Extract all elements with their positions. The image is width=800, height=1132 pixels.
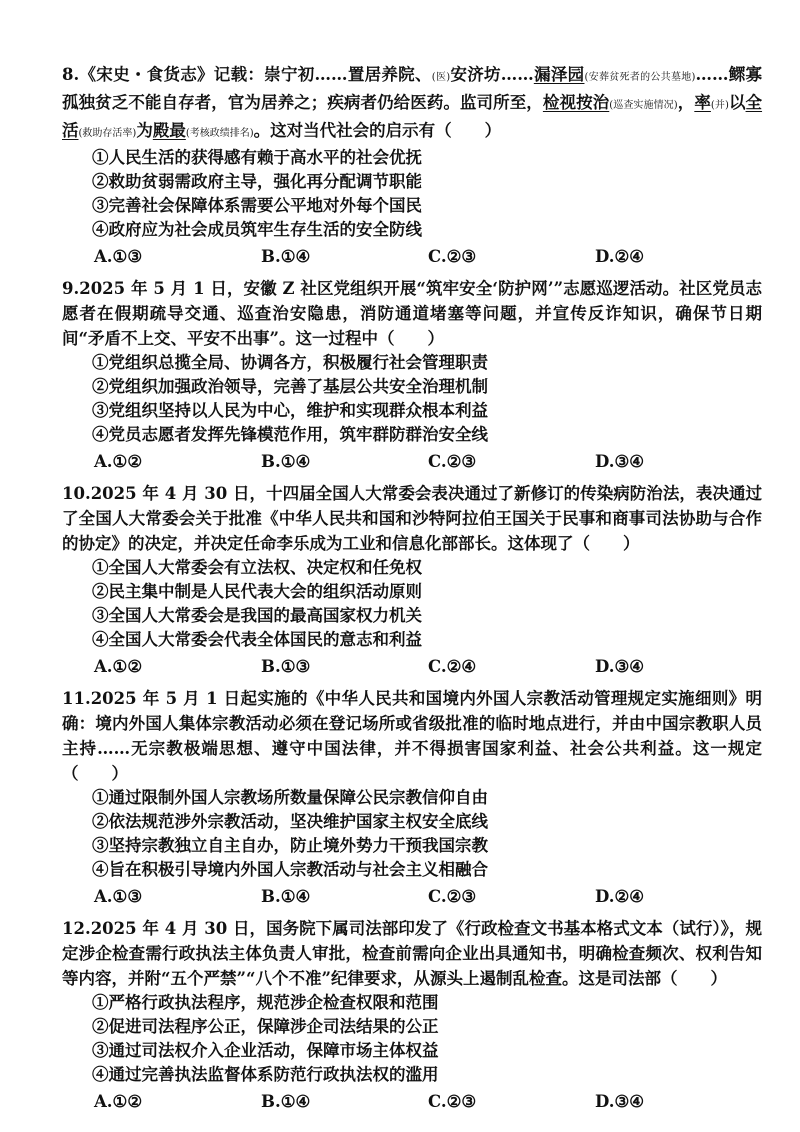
question-9: [62, 276, 762, 475]
choice-a: A.①③: [94, 887, 143, 906]
choice-b: B.①④: [261, 247, 311, 266]
option-statement-2: ②依法规范涉外宗教活动，坚决维护国家主权安全底线: [92, 812, 488, 831]
option-statement-1: ①全国人大常委会有立法权、决定权和任免权: [92, 558, 422, 577]
question-12-stem: 12.2025 年 4 月 30 日，国务院下属司法部印发了《行政检查文书基本格式文本（试行）》，规定涉企检查需行政执法主体负责人审批，检查前需向企业出具通知书，明确检查频次、权利告知等内容，并附“五个严禁”“八个不准”纪律要求，从源头上遏制乱检查。这是司法部（ ）: [62, 919, 762, 988]
q8-underlined-term: 全活: [62, 93, 763, 140]
question-9-options: [62, 351, 762, 447]
option-statement-2: ②党组织加强政治领导，完善了基层公共安全治理机制: [92, 377, 488, 396]
option-statement-4: ④旨在积极引导境内外国人宗教活动与社会主义相融合: [92, 860, 488, 879]
q8-annotation: (并): [710, 100, 729, 111]
option-statement-2: ②救助贫弱需政府主导，强化再分配调节职能: [92, 172, 422, 191]
q8-annotation: (安葬贫死者的公共墓地): [584, 72, 696, 83]
option-statement-2: ②民主集中制是人民代表大会的组织活动原则: [92, 582, 422, 601]
choice-a: A.①②: [94, 452, 143, 471]
q8-underlined-term: 殿最: [152, 121, 186, 140]
choice-b: B.①④: [261, 1092, 311, 1111]
choice-b: B.①④: [261, 452, 311, 471]
question-8: [62, 62, 762, 270]
q8-stem-part: 安济坊……: [450, 65, 534, 84]
question-10-options: [62, 556, 762, 652]
q8-stem-part: 为: [136, 121, 153, 140]
option-statement-1: ①通过限制外国人宗教场所数量保障公民宗教信仰自由: [92, 788, 488, 807]
choice-a: A.①②: [94, 1092, 143, 1111]
option-statement-3: ③完善社会保障体系需要公平地对外每个国民: [92, 196, 422, 215]
choice-c: C.②③: [428, 1092, 477, 1111]
q8-annotation: (考核政绩排名): [185, 128, 254, 139]
choice-d: D.②④: [595, 247, 645, 266]
choice-d: D.③④: [595, 452, 645, 471]
question-8-stem: [62, 62, 762, 146]
question-8-options: [62, 146, 762, 242]
choice-c: C.②③: [428, 452, 477, 471]
option-statement-4: ④全国人大常委会代表全体国民的意志和利益: [92, 630, 422, 649]
question-12-choices: [62, 1089, 762, 1115]
choice-d: D.③④: [595, 1092, 645, 1111]
q8-underlined-term: 漏泽园: [533, 65, 585, 84]
question-11-options: [62, 786, 762, 882]
choice-c: C.②③: [428, 887, 477, 906]
question-8-choices: [62, 244, 762, 270]
question-12: [62, 916, 762, 1115]
option-statement-1: ①人民生活的获得感有赖于高水平的社会优抚: [92, 148, 422, 167]
question-11: [62, 686, 762, 910]
choice-a: A.①②: [94, 657, 143, 676]
option-statement-3: ③全国人大常委会是我国的最高国家权力机关: [92, 606, 422, 625]
q8-stem-part: 以: [728, 93, 746, 112]
q8-stem-part: 。这对当代社会的启示有（ ）: [253, 121, 502, 140]
option-statement-3: ③坚持宗教独立自主自办，防止境外势力干预我国宗教: [92, 836, 488, 855]
choice-c: C.②④: [428, 657, 477, 676]
question-11-choices: [62, 884, 762, 910]
choice-d: D.②④: [595, 887, 645, 906]
q8-underlined-term: 率: [694, 93, 711, 112]
choice-c: C.②③: [428, 247, 477, 266]
option-statement-3: ③党组织坚持以人民为中心，维护和实现群众根本利益: [92, 401, 488, 420]
q8-stem-part: 8.《宋史・食货志》记载：崇宁初……置居养院、: [62, 65, 432, 84]
question-10: [62, 481, 762, 680]
choice-a: A.①③: [94, 247, 143, 266]
question-11-stem: 11.2025 年 5 月 1 日起实施的《中华人民共和国境内外国人宗教活动管理规定实施细则》明确：境内外国人集体宗教活动必须在登记场所或省级批准的临时地点进行，并由中国宗教职人员主持……无宗教极端思想、遵守中国法律，并不得损害国家利益、社会公共利益。这一规定（ ）: [62, 689, 762, 783]
option-statement-3: ③通过司法权介入企业活动，保障市场主体权益: [92, 1041, 439, 1060]
q8-annotation: (医): [431, 72, 451, 83]
question-9-stem: 9.2025 年 5 月 1 日，安徽 Z 社区党组织开展“筑牢安全‘防护网’”志愿巡逻活动。社区党员志愿者在假期疏导交通、巡查治安隐患，消防通道堵塞等问题，并宣传反诈知识，确保节日期间“矛盾不上交、平安不出事”。这一过程中（ ）: [62, 279, 762, 348]
q8-underlined-term: 检视按治: [542, 93, 610, 112]
option-statement-4: ④党员志愿者发挥先锋模范作用，筑牢群防群治安全线: [92, 425, 488, 444]
choice-d: D.③④: [595, 657, 645, 676]
q8-annotation: (巡查实施情况): [609, 100, 678, 111]
question-10-choices: [62, 654, 762, 680]
choice-b: B.①④: [261, 887, 311, 906]
option-statement-4: ④通过完善执法监督体系防范行政执法权的滥用: [92, 1065, 439, 1084]
option-statement-1: ①党组织总揽全局、协调各方，积极履行社会管理职责: [92, 353, 488, 372]
option-statement-4: ④政府应为社会成员筑牢生存生活的安全防线: [92, 220, 422, 239]
choice-b: B.①③: [261, 657, 311, 676]
option-statement-1: ①严格行政执法程序，规范涉企检查权限和范围: [92, 993, 439, 1012]
question-9-choices: [62, 449, 762, 475]
question-10-stem: 10.2025 年 4 月 30 日，十四届全国人大常委会表决通过了新修订的传染病防治法，表决通过了全国人大常委会关于批准《中华人民共和国和沙特阿拉伯王国关于民事和商事司法协助与合作的协定》的决定，并决定任命李乐成为工业和信息化部部长。这体现了（ ）: [62, 484, 762, 553]
q8-stem-part: ……鳏寡孤独贫乏不能自存者，官为居养之；疾病者仍给医药。监司所至，: [62, 65, 763, 112]
question-12-options: [62, 991, 762, 1087]
option-statement-2: ②促进司法程序公正，保障涉企司法结果的公正: [92, 1017, 439, 1036]
q8-stem-part: ，: [677, 93, 695, 112]
q8-annotation: (救助存活率): [78, 128, 137, 139]
